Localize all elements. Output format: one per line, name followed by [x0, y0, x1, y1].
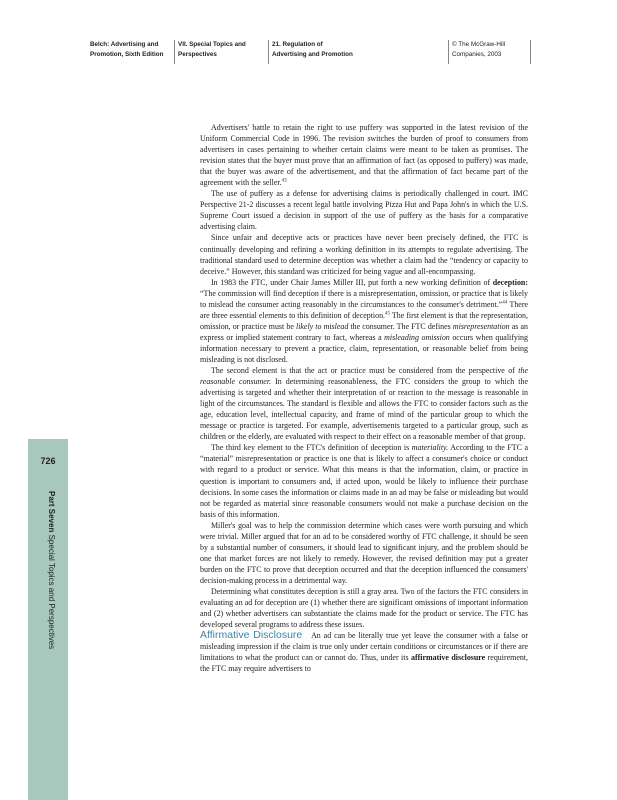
part-number: Part Seven: [47, 491, 56, 533]
running-header: [90, 40, 530, 64]
section-heading: Affirmative Disclosure: [200, 629, 303, 642]
part-title: Special Topics and Perspectives: [47, 534, 56, 650]
part-sidebar-tab: [28, 439, 68, 800]
header-rule: [530, 40, 531, 64]
paragraph: Miller's goal was to help the commission determine which cases were worth pursuing and which were trivial. Miller argued that for an ad to be considered worthy of FTC challenge, it should be seen by a substantial number of consumers, it should lead to significant injury, and the problem should be one that market forces are not likely to remedy. However, the revised definition may put a greater burden on the FTC to prove that deception occurred and that the deception influenced the consumers' decision-making process in a detrimental way.: [200, 520, 528, 585]
section-affirmative-disclosure: Affirmative Disclosure An ad can be literally true yet leave the consumer with a false or misleading impression if the claim is true only under certain conditions or circumstances or if there are limitations to what the product can or cannot do. Thus, under its affirmative disclosure requirement, the FTC may require advertisers to: [200, 629, 529, 674]
paragraph: Since unfair and deceptive acts or practices have never been precisely defined, the FTC is continually developing and refining a working definition in its attempts to regulate advertising. The traditional standard used to determine deception was whether a claim had the “tendency or capacity to deceive.” However, this standard was criticized for being vague and all-encompassing.: [200, 233, 528, 276]
paragraph: Advertisers' battle to retain the right to use puffery was supported in the latest revision of the Uniform Commercial Code in 1996. The revision switches the burden of proof to consumers from advertisers in cases pertaining to whether certain claims were meant to be taken as promises. The revision states that the buyer must prove that an affirmation of fact (as opposed to puffery) was made, that the buyer was aware of the advertisement, and that the affirmation of fact became part of the agreement with the seller.$^{43}$: [200, 123, 528, 188]
header-part: VII. Special Topics and Perspectives: [174, 40, 264, 64]
paragraph: The third key element to the FTC's definition of deception is materiality. According to the FTC a “material” misrepresentation or practice is one that is likely to affect a consumer's choice or conduct with regard to a product or service. What this means is that the information, claim, or practice in question is important to consumers and, if acted upon, would be likely to influence their purchase decisions. In some cases the information or claims made in an ad may be false or misleading but would not be regarded as material since reasonable consumers would not make a purchase decision on the basis of this information.: [200, 443, 528, 519]
footnote-ref: 43: [281, 178, 287, 184]
body-text: [200, 122, 528, 674]
header-book-title: Belch: Advertising and Promotion, Sixth Edition: [90, 41, 164, 58]
footnote-ref: 45: [385, 311, 391, 317]
key-term: deception:: [492, 277, 528, 287]
header-copyright: © The McGraw-Hill Companies, 2003: [448, 40, 532, 64]
page-number: 726: [40, 456, 56, 466]
paragraph: In 1983 the FTC, under Chair James Miller III, put forth a new working definition of deception: “The commission will find deception if there is a misrepresentation, omission, or practice that is likely to mislead the consumer acting reasonably in the circumstances to the consumer's detriment.”$^{44}$ There are three essential elements to this definition of deception.$^{45}$ The first element is that the representation, omission, or practice must be likely to mislead the consumer. The FTC defines misrepresentation as an express or implied statement contrary to fact, whereas a misleading omission occurs when qualifying information necessary to prevent a practice, claim, representation, or reasonable belief from being misleading is not disclosed.: [200, 277, 528, 364]
paragraph: Determining what constitutes deception is still a gray area. Two of the factors the FTC considers in evaluating an ad for deception are (1) whether there are significant omissions of important information and (2) whether advertisers can substantiate the claims made for the product or service. The FTC has developed several programs to address these issues.: [200, 586, 528, 630]
part-label: [47, 491, 56, 661]
key-term: affirmative disclosure: [411, 653, 486, 663]
paragraph: The second element is that the act or practice must be considered from the perspective of the reasonable consumer. In determining reasonableness, the FTC considers the group to which the advertising is targeted and whether their interpretation of or reaction to the message is reasonable in light of the circumstances. The standard is flexible and allows the FTC to consider factors such as the age, education level, intellectual capacity, and frame of mind of the particular group to which the message or practice is targeted. For example, advertisements targeted to a particular group, such as children or the elderly, are evaluated with respect to their effect on a reasonable member of that group.: [200, 366, 528, 442]
paragraph: The use of puffery as a defense for advertising claims is periodically challenged in court. IMC Perspective 21-2 discusses a recent legal battle involving Pizza Hut and Papa John's in which the U.S. Supreme Court issued a decision in support of the use of puffery as the basis for a comparative advertising claim.: [200, 189, 528, 232]
header-chapter: 21. Regulation of Advertising and Promotion: [268, 40, 442, 64]
footnote-ref: 44: [502, 300, 508, 306]
